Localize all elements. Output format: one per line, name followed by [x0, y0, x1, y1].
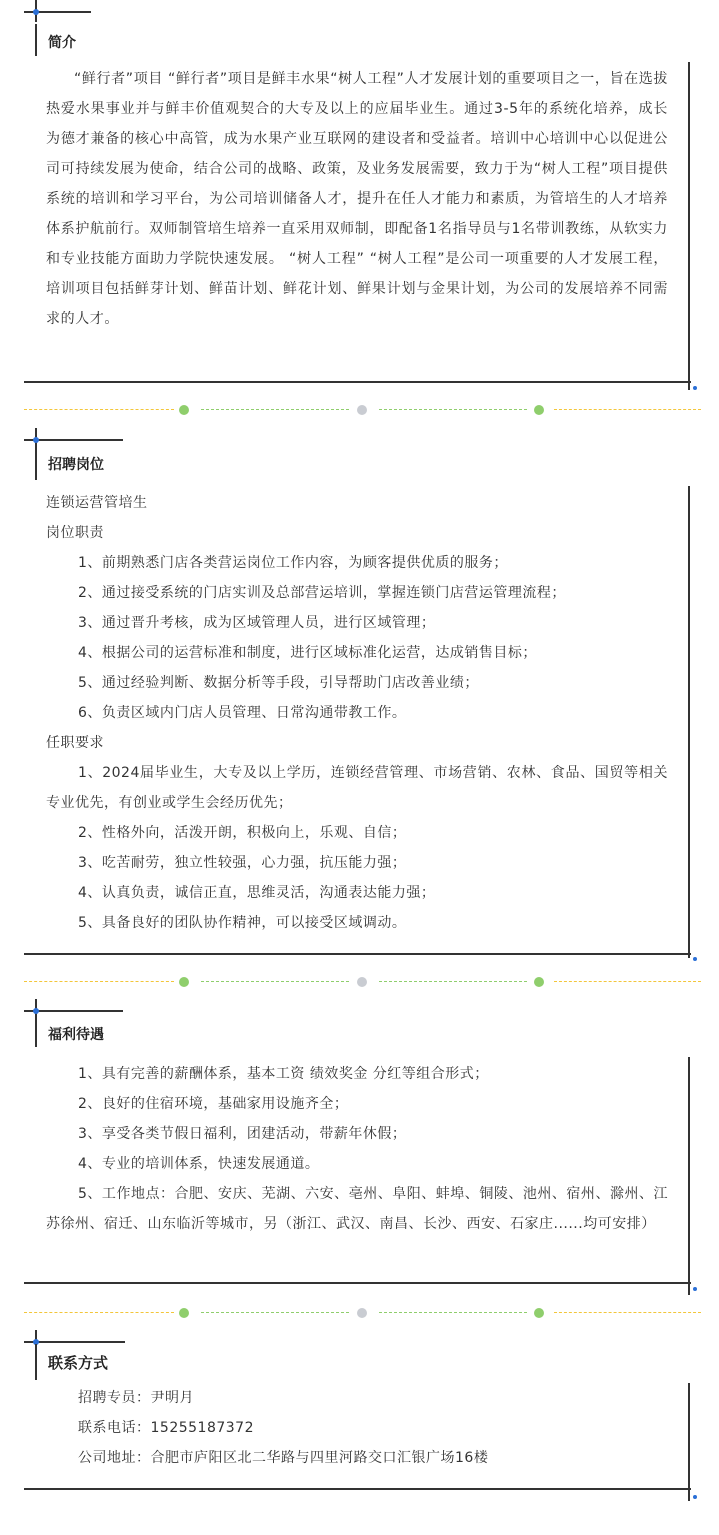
divider-dash	[24, 981, 174, 982]
positions-content	[46, 488, 668, 938]
address-info: 公司地址：合肥市庐阳区北二华路与四里河路交口汇银广场16楼	[78, 1450, 489, 1466]
divider-dash	[379, 981, 527, 982]
section-divider	[24, 976, 701, 988]
corner-dot-icon	[693, 386, 697, 390]
section-title: 招聘岗位	[48, 457, 104, 473]
corner-dot-icon	[33, 1008, 39, 1014]
corner-line	[24, 1341, 125, 1343]
section-title: 福利待遇	[48, 1027, 104, 1043]
gray-dot-icon	[357, 405, 367, 415]
divider-dash	[201, 1312, 349, 1313]
duty-item: 5、通过经验判断、数据分析等手段，引导帮助门店改善业绩；	[78, 675, 479, 691]
section-bottom-line	[24, 953, 691, 955]
section-bottom-line	[24, 1282, 691, 1284]
requirement-item: 3、吃苦耐劳，独立性较强，心力强，抗压能力强；	[78, 855, 407, 871]
section-right-bar	[688, 1057, 690, 1295]
section-title: 联系方式	[48, 1354, 109, 1372]
duty-item: 3、通过晋升考核，成为区域管理人员，进行区域管理；	[78, 615, 436, 631]
corner-dot-icon	[693, 1287, 697, 1291]
requirement-item: 4、认真负责，诚信正直，思维灵活，沟通表达能力强；	[78, 885, 436, 901]
contact-content	[46, 1383, 668, 1473]
title-bar	[35, 24, 37, 56]
positions-section	[0, 428, 719, 968]
duty-item: 6、负责区域内门店人员管理、日常沟通带教工作。	[78, 705, 407, 721]
divider-dash	[24, 409, 174, 410]
gray-dot-icon	[357, 977, 367, 987]
section-right-bar	[688, 62, 690, 390]
duty-item: 1、前期熟悉门店各类营运岗位工作内容，为顾客提供优质的服务；	[78, 555, 508, 571]
divider-dash	[554, 1312, 701, 1313]
section-bottom-line	[24, 1488, 691, 1490]
intro-text: “鲜行者”项目 “鲜行者”项目是鲜丰水果“树人工程”人才发展计划的重要项目之一，旨在选拔热爱水果事业并与鲜丰价值观契合的大专及以上的应届毕业生。通过3-5年的系统化培养，成长为德才兼备的核心中高管，成为水果产业互联网的建设者和受益者。培训中心培训中心以促进公司可持续发展为使命，结合公司的战略、政策，及业务发展需要，致力于为“树人工程”项目提供系统的培训和学习平台，为公司培训储备人才，提升在任人才能力和素质，为管培生的人才培养体系护航前行。双师制管培生培养一直采用双师制，即配备1名指导员与1名带训教练，从软实力和专业技能方面助力学院快速发展。 “树人工程” “树人工程”是公司一项重要的人才发展工程，培训项目包括鲜芽计划、鲜苗计划、鲜花计划、鲜果计划与金果计划，为公司的发展培养不同需求的人才。	[46, 71, 668, 327]
divider-dash	[24, 1312, 174, 1313]
intro-section	[0, 0, 719, 400]
section-divider	[24, 404, 701, 416]
section-title: 简介	[48, 35, 76, 51]
divider-dash	[554, 409, 701, 410]
title-bar	[35, 450, 37, 480]
benefits-content	[46, 1059, 668, 1239]
requirement-item: 5、具备良好的团队协作精神，可以接受区域调动。	[78, 915, 407, 931]
corner-dot-icon	[33, 437, 39, 443]
divider-dash	[379, 409, 527, 410]
divider-dash	[554, 981, 701, 982]
benefit-item: 3、享受各类节假日福利，团建活动，带薪年休假；	[78, 1126, 407, 1142]
corner-dot-icon	[693, 1495, 697, 1499]
title-bar	[35, 1021, 37, 1047]
gray-dot-icon	[357, 1308, 367, 1318]
duty-item: 4、根据公司的运营标准和制度，进行区域标准化运营，达成销售目标；	[78, 645, 537, 661]
section-right-bar	[688, 1383, 690, 1501]
requirement-item: 2、性格外向，活泼开朗，积极向上，乐观、自信；	[78, 825, 407, 841]
duties-heading: 岗位职责	[46, 525, 104, 541]
green-dot-icon	[534, 977, 544, 987]
benefit-item: 2、良好的住宿环境，基础家用设施齐全；	[78, 1096, 349, 1112]
duty-item: 2、通过接受系统的门店实训及总部营运培训，掌握连锁门店营运管理流程；	[78, 585, 566, 601]
section-bottom-line	[24, 381, 691, 383]
contact-section	[0, 1330, 719, 1535]
green-dot-icon	[179, 977, 189, 987]
green-dot-icon	[179, 1308, 189, 1318]
requirement-item: 1、2024届毕业生，大专及以上学历，连锁经营管理、市场营销、农林、食品、国贸等相关专业优先，有创业或学生会经历优先；	[46, 765, 668, 811]
benefits-section	[0, 999, 719, 1299]
section-divider	[24, 1307, 701, 1319]
corner-dot-icon	[33, 9, 39, 15]
corner-dot-icon	[693, 957, 697, 961]
requirements-heading: 任职要求	[46, 735, 104, 751]
green-dot-icon	[534, 1308, 544, 1318]
green-dot-icon	[534, 405, 544, 415]
divider-dash	[379, 1312, 527, 1313]
green-dot-icon	[179, 405, 189, 415]
benefit-item: 5、工作地点：合肥、安庆、芜湖、六安、亳州、阜阳、蚌埠、铜陵、池州、宿州、滁州、江苏徐州、宿迁、山东临沂等城市，另（浙江、武汉、南昌、长沙、西安、石家庄......均可安排）	[46, 1186, 668, 1232]
job-name: 连锁运营管培生	[46, 495, 148, 511]
recruiter-info: 招聘专员：尹明月	[78, 1390, 194, 1406]
benefit-item: 4、专业的培训体系，快速发展通道。	[78, 1156, 320, 1172]
divider-dash	[201, 409, 349, 410]
divider-dash	[201, 981, 349, 982]
benefit-item: 1、具有完善的薪酬体系，基本工资 绩效奖金 分红等组合形式；	[78, 1066, 489, 1082]
section-right-bar	[688, 486, 690, 958]
title-bar	[35, 1344, 37, 1380]
phone-info: 联系电话：15255187372	[78, 1420, 254, 1436]
